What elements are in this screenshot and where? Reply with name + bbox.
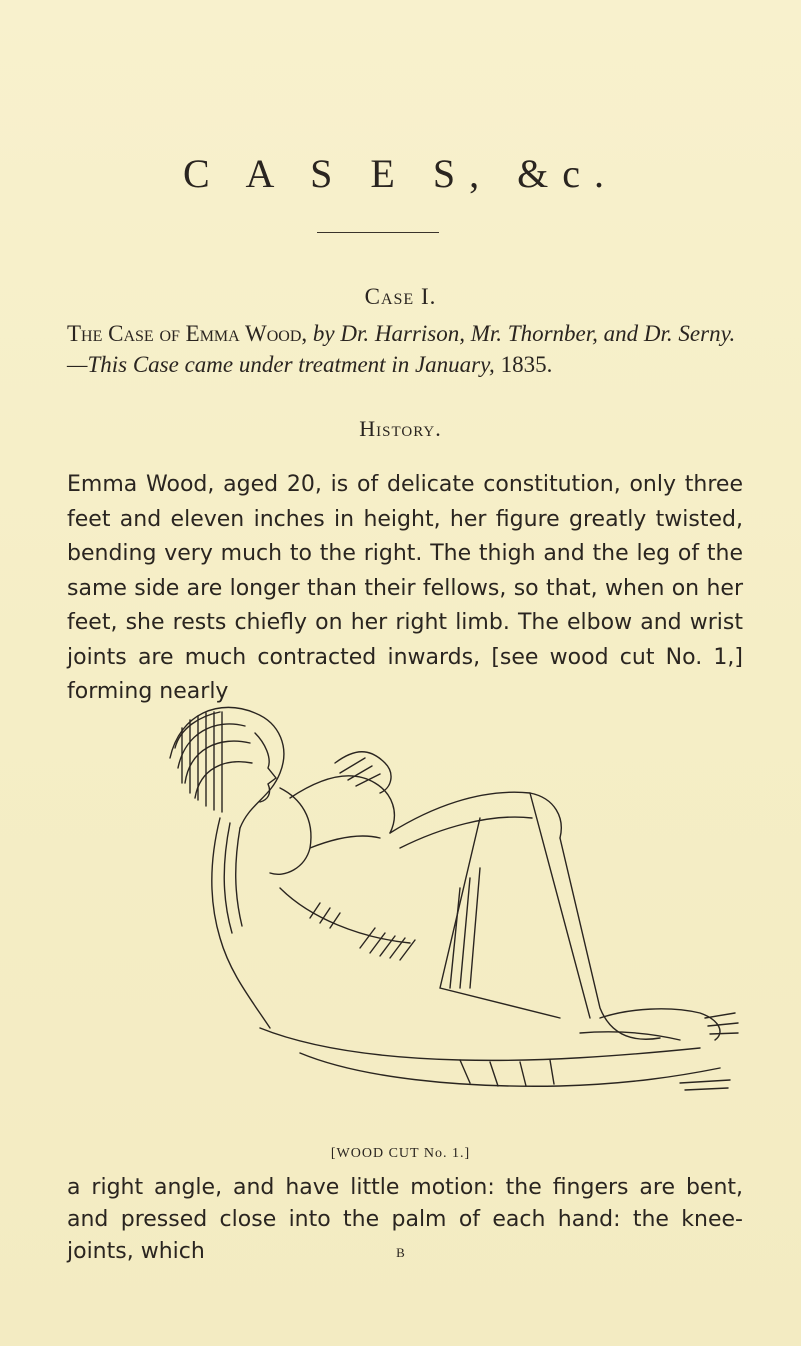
title-divider (317, 232, 439, 233)
case-intro-year: 1835. (500, 352, 553, 377)
case-heading: Case I. (364, 284, 437, 309)
history-paragraph: Emma Wood, aged 20, is of delicate constitution, only three feet and eleven inches in height, her figure greatly twisted, bending very much to the right. The thigh and the leg of the same side are longer than their fellows, so that, when on her feet, she rests chiefly on her right limb. The elbow and wrist joints are much contracted inwards, [see wood cut No. 1,] forming nearly (67, 472, 743, 704)
case-intro-prefix: The Case of Emma Wood, (67, 321, 308, 346)
title-suffix: &c. (517, 151, 618, 196)
signature-mark: B (396, 1245, 405, 1260)
title-text: C A S E S, (183, 151, 494, 196)
case-intro-note: —This Case came under treatment in January, (67, 352, 495, 377)
case-intro-authors: by Dr. Harrison, Mr. Thornber, and Dr. Serny. (312, 321, 736, 346)
page-title (0, 150, 801, 197)
continuation-paragraph: a right angle, and have little motion: the fingers are bent, and pressed close into the palm of each hand: the knee-joints, which (67, 1175, 743, 1264)
history-heading: History. (359, 416, 442, 441)
figure-caption: [WOOD CUT No. 1.] (330, 1146, 471, 1161)
woodcut-figure-drawing (160, 688, 745, 1138)
case-intro (67, 318, 743, 380)
woodcut-illustration (160, 688, 745, 1138)
